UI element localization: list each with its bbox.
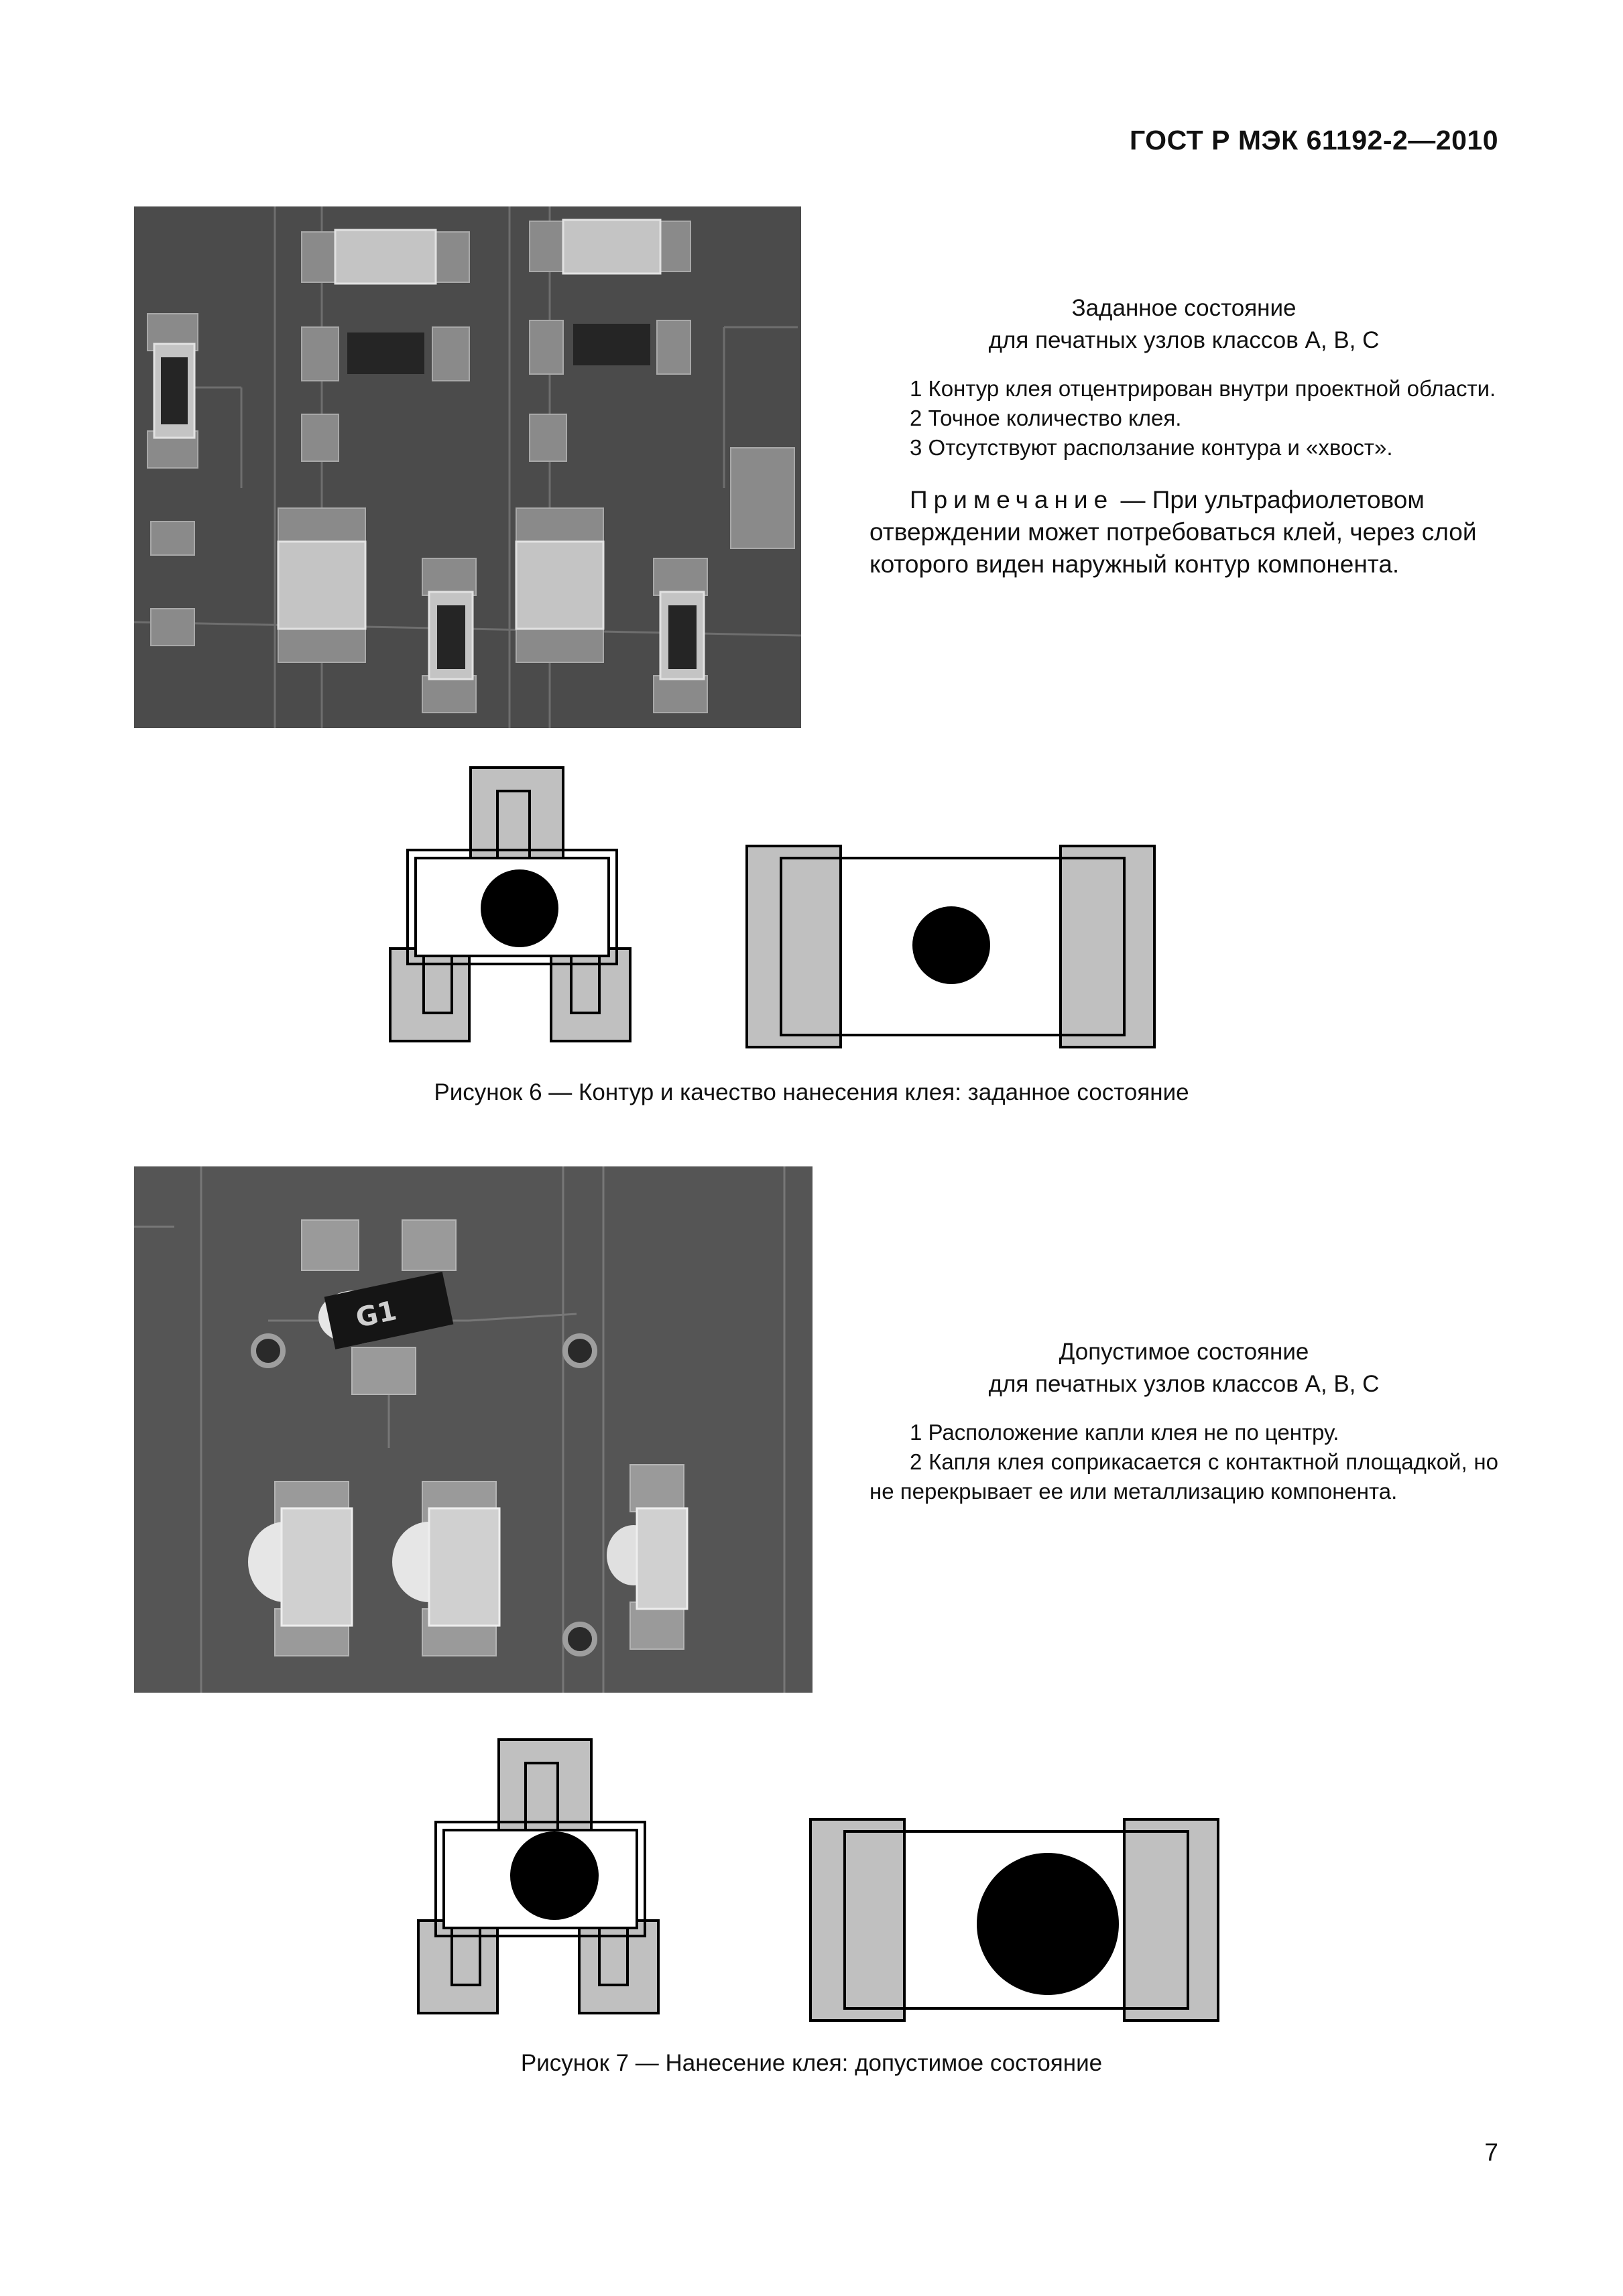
list-item: 2 Точное количество клея. [910, 406, 1182, 430]
component-marking: G1 [353, 1295, 400, 1334]
acceptable-condition-title: Допустимое состояние для печатных узлов классов А, В, С [988, 1339, 1380, 1397]
photo-target-condition [134, 206, 801, 728]
figure-6-caption: Рисунок 6 — Контур и качество нанесения клея: заданное состояние [434, 1079, 1189, 1105]
standard-number: ГОСТ Р МЭК 61192-2—2010 [1129, 125, 1498, 156]
list-item: 2 Капля клея соприкасается с контактной площадкой, но не перекрывает ее или металлизацию компонента. [869, 1449, 1498, 1504]
note [869, 484, 1498, 581]
page-number: 7 [1484, 2138, 1498, 2166]
list-item: 3 Отсутствуют расползание контура и «хвост». [910, 435, 1393, 460]
figure-6-sot-diagram [389, 764, 637, 1052]
target-condition-text [869, 292, 1498, 581]
acceptable-condition-text [869, 1336, 1498, 1506]
figure-7-caption: Рисунок 7 — Нанесение клея: допустимое состояние [520, 2050, 1103, 2076]
acceptable-condition-list [869, 1418, 1498, 1506]
note-text: — При ультрафиолетовом отверждении может потребоваться клей, через слой которого виден наружный контур компонента. [869, 486, 1477, 578]
figure-7-sot-diagram [417, 1736, 665, 2025]
list-item: 1 Контур клея отцентрирован внутри проектной области. [910, 376, 1496, 401]
photo-acceptable-condition [134, 1166, 813, 1693]
figure-6-chip-diagram [744, 843, 1163, 1051]
target-condition-list [869, 374, 1498, 463]
figure-7-chip-diagram [808, 1817, 1222, 2025]
list-item: 1 Расположение капли клея не по центру. [910, 1420, 1339, 1445]
note-label: Примечание [910, 486, 1114, 513]
target-condition-title: Заданное состояние для печатных узлов классов А, В, С [988, 295, 1380, 353]
